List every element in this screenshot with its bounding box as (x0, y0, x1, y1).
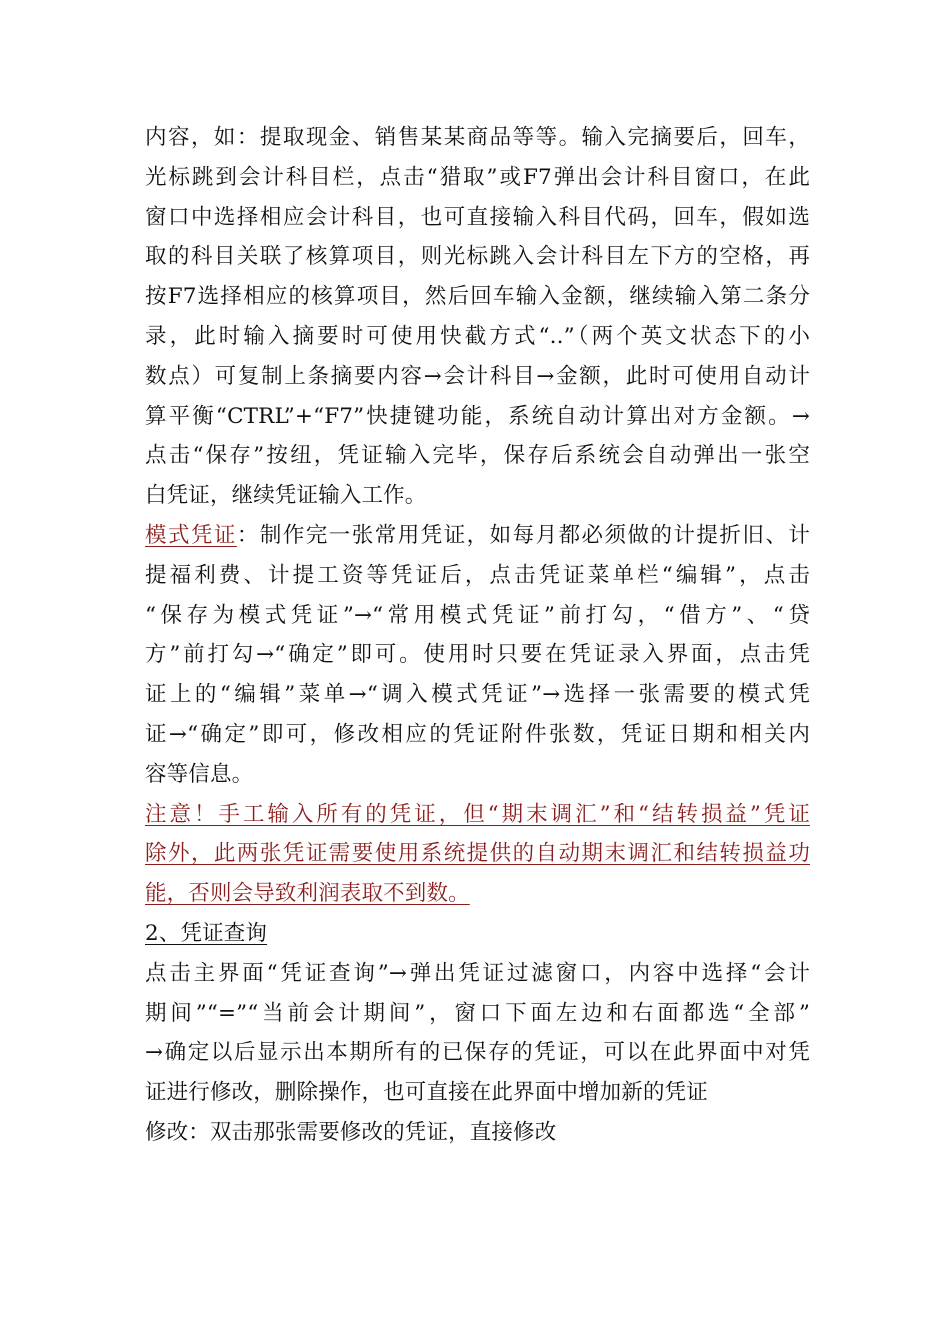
section-voucher-query (145, 914, 810, 1153)
text-line: 按F7选择相应的核算项目，然后回车输入金额，继续输入第二条分 (145, 284, 810, 310)
text-line: 录，此时输入摘要时可使用快截方式“..”（两个英文状态下的小 (145, 323, 810, 349)
section-heading-text: 2、凭证查询 (145, 920, 268, 946)
text-line: 方”前打勾→“确定”即可。使用时只要在凭证录入界面，点击凭 (145, 642, 810, 668)
text-line: 证进行修改，删除操作，也可直接在此界面中增加新的凭证 (145, 1080, 708, 1106)
section-heading (145, 914, 810, 954)
text-line: 期间”“=”“当前会计期间”，窗口下面左边和右面都选“全部” (145, 1000, 810, 1026)
text-line: 修改：双击那张需要修改的凭证，直接修改 (145, 1119, 557, 1145)
text-line: 容等信息。 (145, 761, 254, 787)
text-line: 光标跳到会计科目栏，点击“猎取”或F7弹出会计科目窗口，在此 (145, 164, 810, 190)
paragraph-template-voucher (145, 516, 810, 795)
text-line (145, 834, 810, 874)
notice-text: 除外，此两张凭证需要使用系统提供的自动期末调汇和结转损益功 (145, 841, 810, 867)
text-line: 窗口中选择相应会计科目，也可直接输入科目代码，回车，假如选 (145, 204, 810, 230)
text-line (145, 516, 810, 556)
text-line: 提福利费、计提工资等凭证后，点击凭证菜单栏“编辑”，点击 (145, 562, 810, 588)
text-line: 取的科目关联了核算项目，则光标跳入会计科目左下方的空格，再 (145, 244, 810, 270)
text-line (145, 874, 810, 914)
document-page (145, 118, 810, 1153)
text-line: 证上的“编辑”菜单→“调入模式凭证”→选择一张需要的模式凭 (145, 682, 810, 708)
text-line: “保存为模式凭证”→“常用模式凭证”前打勾，“借方”、“贷 (145, 602, 810, 628)
text-line: 点击主界面“凭证查询”→弹出凭证过滤窗口，内容中选择“会计 (145, 960, 810, 986)
paragraph-voucher-entry (145, 118, 810, 516)
text-line: 算平衡“CTRL”+“F7”快捷键功能，系统自动计算出对方金额。→ (145, 403, 810, 429)
text-line: 数点）可复制上条摘要内容→会计科目→金额，此时可使用自动计 (145, 363, 810, 389)
text-line: 白凭证，继续凭证输入工作。 (145, 483, 427, 509)
text-line: 内容，如：提取现金、销售某某商品等等。输入完摘要后，回车， (145, 125, 810, 150)
notice-text: 注意！手工输入所有的凭证，但“期末调汇”和“结转损益”凭证 (145, 801, 810, 827)
template-voucher-term: 模式凭证 (145, 522, 237, 548)
text-line (145, 795, 810, 835)
notice-text: 能，否则会导致利润表取不到数。 (145, 881, 470, 907)
text-line: 点击“保存”按纽，凭证输入完毕，保存后系统会自动弹出一张空 (145, 443, 810, 469)
text-line: →确定以后显示出本期所有的已保存的凭证，可以在此界面中对凭 (145, 1040, 810, 1066)
text-segment: ：制作完一张常用凭证，如每月都必须做的计提折旧、计 (236, 522, 810, 548)
notice-paragraph (145, 795, 810, 914)
text-line: 证→“确定”即可，修改相应的凭证附件张数，凭证日期和相关内 (145, 721, 810, 747)
